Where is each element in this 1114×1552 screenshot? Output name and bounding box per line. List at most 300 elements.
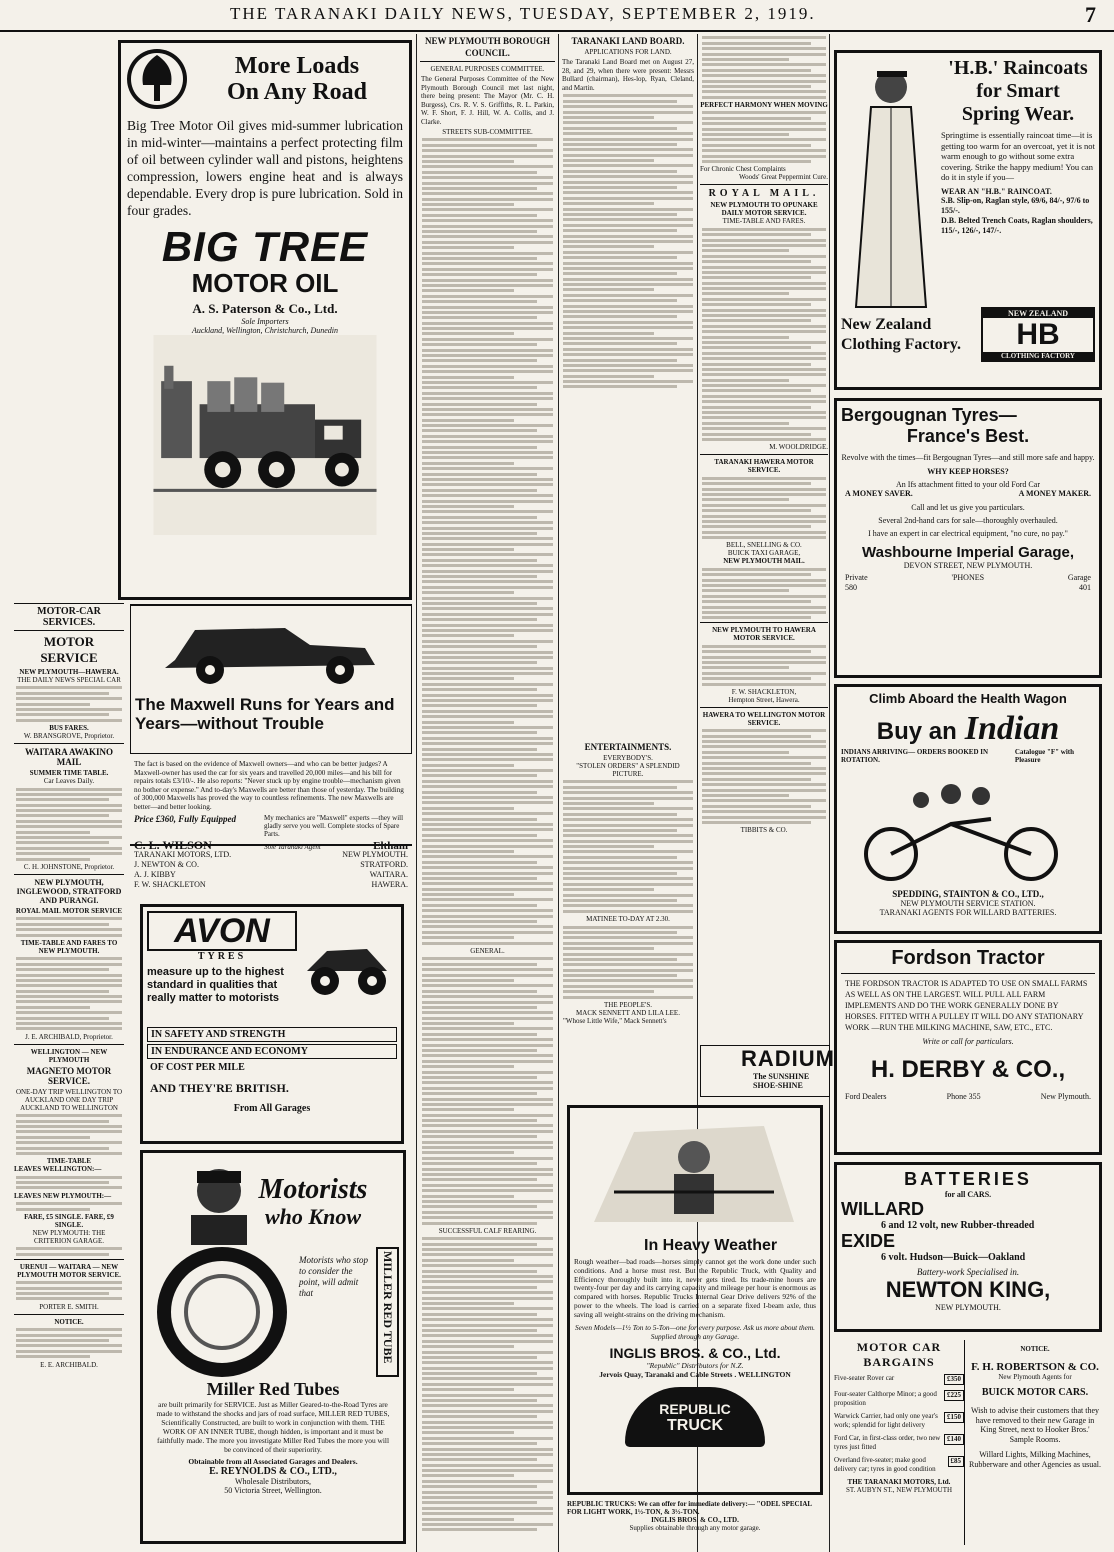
hb-price-2: D.B. Belted Trench Coats, Raglan shoulders, 115/-, 126/-, 147/-.: [941, 215, 1093, 235]
text-line: [702, 314, 826, 317]
text-line: [422, 1178, 537, 1181]
headline-more-loads: More Loads: [234, 53, 360, 79]
text-line: [702, 287, 826, 290]
text-line: [702, 493, 826, 496]
text-line: [422, 1307, 553, 1310]
text-line: [422, 845, 553, 848]
text-line: [563, 235, 693, 238]
text-line: [563, 251, 693, 254]
agent-kibby: A. J. KIBBY: [134, 870, 176, 879]
summer-timetable: SUMMER TIME TABLE.: [29, 769, 109, 778]
miller-side-note: Motorists who stop to consider the point, will admit that: [299, 1255, 369, 1298]
text-line: [422, 575, 537, 578]
text-line: [702, 228, 826, 231]
bargain-item: Warwick Carrier, had only one year's work; splendid for light delivery: [834, 1412, 938, 1429]
text-line: [422, 419, 514, 422]
text-line: [563, 197, 693, 200]
text-line: [563, 797, 693, 800]
text-line: [702, 772, 826, 775]
text-line: [422, 1501, 537, 1504]
text-line: [702, 438, 826, 441]
text-line: [422, 909, 553, 912]
nz-clothing-2: Clothing Factory.: [841, 335, 961, 353]
text-line: [422, 462, 514, 465]
text-line: [422, 1253, 553, 1256]
robertson-agents: New Plymouth Agents for: [998, 1373, 1072, 1381]
text-line: [422, 1146, 553, 1149]
text-line: [702, 379, 789, 382]
text-line: [422, 807, 514, 810]
text-line: [702, 422, 789, 425]
call-particulars: Call and let us give you particulars.: [911, 503, 1025, 512]
text-line: [422, 872, 553, 875]
text-line: [702, 411, 826, 414]
agent-town-np: NEW PLYMOUTH.: [342, 850, 408, 859]
text-line: [422, 413, 553, 416]
motor-car-bargains: [834, 1340, 965, 1545]
text-line: [422, 187, 537, 190]
peoples-heading: THE PEOPLE'S.: [604, 1001, 652, 1010]
text-line: [702, 149, 826, 152]
text-line: [563, 910, 693, 913]
text-line: [422, 332, 514, 335]
big-tree-brand: BIG TREE: [161, 223, 369, 270]
text-line: [702, 666, 789, 669]
phone-355: Phone 355: [946, 1092, 981, 1101]
notice-label: NOTICE.: [1020, 1345, 1050, 1353]
text-line: [702, 745, 826, 748]
text-line: [422, 624, 553, 627]
hb-headline-3: Spring Wear.: [961, 103, 1075, 125]
text-line: [422, 925, 553, 928]
text-line: [422, 1367, 553, 1370]
text-line: [563, 121, 693, 124]
text-line: [422, 483, 553, 486]
newton-king: NEWTON KING,: [885, 1277, 1051, 1302]
time-table-fares: TIME-TABLE AND FARES.: [722, 217, 806, 226]
text-line: [702, 477, 826, 480]
text-line: [422, 629, 553, 632]
text-line: [702, 616, 811, 619]
text-line: [422, 580, 553, 583]
chronic-chest: For Chronic Chest Complaints: [700, 165, 786, 174]
text-line: [422, 1291, 553, 1294]
money-maker: A MONEY MAKER.: [1018, 489, 1091, 498]
write-or-call: Write or call for particulars.: [922, 1037, 1014, 1046]
agent-name: A. S. Paterson & Co., Ltd.: [192, 301, 338, 316]
spedding-station: NEW PLYMOUTH SERVICE STATION.: [900, 899, 1036, 908]
text-line: [422, 839, 553, 842]
text-line: [422, 1523, 553, 1526]
agent-town-waitara: WAITARA.: [369, 870, 408, 879]
phone-garage: Garage: [1067, 573, 1091, 582]
devon-street: DEVON STREET, NEW PLYMOUTH.: [903, 561, 1033, 570]
text-line: [422, 1345, 514, 1348]
text-line: [563, 326, 693, 329]
text-line: [422, 1351, 553, 1354]
text-line: [563, 850, 693, 853]
text-line: [702, 69, 811, 72]
text-line: [702, 298, 826, 301]
land-board-intro: The Taranaki Land Board met on August 27, 28, and 29, when there were present: Messrs Bullard (chairman), Hes-lop, Ryan, Cleland, and Martin.: [562, 58, 694, 92]
text-line: [422, 564, 553, 567]
text-line: [563, 888, 654, 891]
text-line: [702, 789, 826, 792]
text-line: [422, 203, 514, 206]
text-line: [563, 807, 693, 810]
text-line: [563, 791, 693, 794]
text-line: [422, 1237, 553, 1240]
washbourne-garage: Washbourne Imperial Garage,: [862, 544, 1074, 561]
text-line: [422, 715, 553, 718]
republic-offer: REPUBLIC TRUCKS: We can offer for immediate delivery:— "ODEL SPECIAL FOR LIGHT WORK, 1½-TON, & 3½-TON.: [567, 1500, 812, 1516]
text-line: [702, 756, 826, 759]
taranaki-motors-list: [130, 850, 412, 890]
text-line: [422, 1195, 514, 1198]
text-line: [702, 504, 826, 507]
text-line: [563, 111, 693, 114]
text-line: [422, 1151, 514, 1154]
text-line: [422, 796, 553, 799]
tree-logo-icon: [125, 47, 189, 111]
text-line: [702, 303, 811, 306]
text-line: [422, 467, 553, 470]
text-line: [422, 354, 553, 357]
hb-headline-2: for Smart: [976, 80, 1060, 102]
climb-aboard: Climb Aboard the Health Wagon: [869, 691, 1067, 706]
text-line: [702, 249, 789, 252]
maxwell-agent: C. L. WILSON: [134, 837, 212, 852]
text-line: [422, 1017, 553, 1020]
text-line: [422, 252, 553, 255]
text-line: [563, 845, 654, 848]
text-line: [422, 866, 553, 869]
bergougnan-2: France's Best.: [906, 426, 1030, 446]
text-line: [422, 1507, 553, 1510]
proprietor-johnstone: C. H. JOHNSTONE, Proprietor.: [23, 862, 115, 871]
text-line: [702, 368, 826, 371]
miller-red-tubes-title: Miller Red Tubes: [206, 1379, 340, 1399]
column-4: [561, 34, 695, 414]
text-line: [422, 1480, 553, 1483]
text-line: [702, 645, 826, 648]
text-line: [422, 1098, 553, 1101]
text-line: [422, 537, 553, 540]
text-line: [422, 500, 553, 503]
text-line: [563, 861, 693, 864]
text-line: [422, 489, 537, 492]
text-line: [422, 532, 537, 535]
text-line: [563, 936, 693, 939]
text-line: [702, 406, 811, 409]
masthead-title: THE TARANAKI DAILY NEWS, TUESDAY, SEPTEMBER 2, 1919.: [230, 4, 816, 23]
bergougnan-body: Revolve with the times—fit Bergougnan Tyres—and still more safe and happy.: [841, 453, 1095, 462]
text-line: [422, 408, 553, 411]
text-line: [422, 1377, 553, 1380]
text-line: [422, 774, 537, 777]
hb-badge-main: HB: [1016, 318, 1060, 351]
text-line: [422, 138, 553, 141]
text-line: [702, 85, 811, 88]
text-line: [563, 164, 693, 167]
text-line: [422, 828, 553, 831]
text-line: [563, 348, 693, 351]
proprietor-wooldridge: M. WOOLDRIDGE.: [769, 443, 828, 452]
agent-shackleton: F. W. SHACKLETON: [134, 880, 206, 889]
text-line: [702, 373, 826, 376]
text-line: [422, 1474, 514, 1477]
text-line: [702, 677, 811, 680]
text-line: [702, 58, 789, 61]
text-line: [563, 224, 693, 227]
text-line: [702, 352, 826, 355]
np-inglewood-title: NEW PLYMOUTH, INGLEWOOD, STRATFORD AND PURANGI.: [16, 877, 122, 905]
bargain-row: [834, 1434, 964, 1451]
battery-work: Battery-work Specialised in.: [916, 1267, 1020, 1277]
bargains-title-1: MOTOR CAR: [856, 1340, 942, 1354]
text-line: [422, 268, 553, 271]
text-line: [422, 1491, 553, 1494]
big-tree-body: Big Tree Motor Oil gives mid-summer lubrication in mid-winter—maintains a perfect protecting film of oil between cylinder wall and pistons, heightens compression, lowers engine heat and is always dependable. Every drop is pure lubrication. Sold in four grades.: [127, 118, 403, 218]
text-line: [702, 568, 826, 571]
text-line: [422, 1437, 553, 1440]
text-line: [422, 726, 553, 729]
text-line: [422, 1162, 537, 1165]
text-line: [702, 325, 826, 328]
text-line: [422, 748, 537, 751]
text-line: [422, 1006, 537, 1009]
text-line: [702, 42, 811, 45]
tibbits-co: TIBBITS & CO.: [740, 826, 788, 835]
electrical-expert: I have an expert in car electrical equipment, "no cure, no pay.": [868, 529, 1068, 538]
text-line: [422, 295, 553, 298]
text-line: [702, 433, 811, 436]
text-line: [422, 456, 553, 459]
text-line: [702, 271, 826, 274]
text-line: [702, 767, 826, 770]
text-line: [702, 606, 826, 609]
second-hand-cars: Several 2nd-hand cars for sale—thoroughly overhauled.: [878, 516, 1058, 525]
text-line: [563, 208, 693, 211]
text-line: [422, 1114, 553, 1117]
text-line: [563, 834, 693, 837]
proprietor-archibald: J. E. ARCHIBALD, Proprietor.: [25, 1032, 113, 1041]
text-line: [422, 968, 553, 971]
bergougnan-ad: [834, 398, 1102, 678]
text-line: [702, 805, 811, 808]
fares-line: FARE, £5 SINGLE. FARE, £9 SINGLE.: [24, 1213, 114, 1230]
text-line: [422, 241, 553, 244]
text-line: [702, 74, 826, 77]
text-line: [702, 63, 826, 66]
text-line: [422, 893, 514, 896]
republic-notice: [567, 1500, 823, 1532]
text-line: [702, 600, 811, 603]
text-line: [563, 105, 693, 108]
text-line: [422, 1054, 553, 1057]
calf-rearing-heading: SUCCESSFUL CALF REARING.: [438, 1226, 537, 1235]
text-line: [422, 915, 553, 918]
text-line: [422, 694, 553, 697]
text-line: [422, 429, 537, 432]
text-line: [702, 515, 826, 518]
text-line: [702, 740, 826, 743]
text-line: [422, 1027, 553, 1030]
text-line: [422, 1329, 537, 1332]
text-line: [563, 94, 693, 97]
one-day-trip: ONE-DAY TRIP WELLINGTON TO AUCKLAND ONE DAY TRIP AUCKLAND TO WELLINGTON: [15, 1087, 123, 1112]
text-line: [563, 138, 693, 141]
text-line: [422, 742, 553, 745]
wellington-np-heading: WELLINGTON — NEW PLYMOUTH: [30, 1047, 108, 1064]
bargain-price: £85: [948, 1456, 965, 1467]
avon-safety: IN SAFETY AND STRENGTH: [147, 1027, 397, 1042]
text-line: [563, 127, 677, 130]
text-line: [422, 656, 553, 659]
text-line: [422, 1189, 553, 1192]
text-line: [563, 321, 693, 324]
robertson-body: Wish to advise their customers that they have removed to their new Garage in King Street, next to Hooker Bros.' Sample Rooms.: [970, 1406, 1100, 1444]
text-line: [422, 651, 553, 654]
text-line: [422, 527, 553, 530]
avon-logo: AVON: [147, 911, 297, 951]
text-line: [422, 284, 553, 287]
text-line: [702, 509, 811, 512]
text-line: [422, 279, 553, 282]
column-rule: [829, 34, 830, 1552]
text-line: [702, 799, 826, 802]
text-line: [563, 802, 654, 805]
streets-subcommittee: STREETS SUB-COMMITTEE.: [442, 128, 533, 136]
bargain-row: [834, 1412, 964, 1429]
text-line: [702, 239, 826, 242]
text-line: [702, 611, 826, 614]
text-line: [702, 488, 826, 491]
text-line: [422, 1410, 553, 1413]
text-line: [563, 359, 677, 362]
hb-price-1: S.B. Slip-on, Raglan style, 69/6, 84/-, 97/6 to 155/-.: [941, 195, 1090, 215]
text-line: [702, 395, 826, 398]
text-line: [422, 677, 514, 680]
derby-np: New Plymouth.: [1040, 1092, 1091, 1101]
np-mail: NEW PLYMOUTH MAIL.: [723, 557, 805, 566]
taranaki-motors-addr: ST. AUBYN ST., NEW PLYMOUTH: [845, 1486, 953, 1494]
hb-badge-bottom: CLOTHING FACTORY: [983, 352, 1093, 360]
text-line: [422, 1087, 553, 1090]
text-line: [422, 1528, 537, 1531]
text-line: [563, 240, 693, 243]
batteries-headline: BATTERIES: [904, 1169, 1032, 1189]
text-line: [422, 1205, 537, 1208]
text-line: [422, 1103, 553, 1106]
text-line: [563, 990, 654, 993]
agent-town-stratford: STRATFORD.: [360, 860, 408, 869]
big-tree-ad: [118, 40, 412, 600]
text-line: [422, 386, 537, 389]
waitara-awakino-mail: WAITARA AWAKINO MAIL: [24, 747, 114, 768]
text-line: [422, 1372, 537, 1375]
text-line: [422, 1049, 537, 1052]
text-line: [422, 834, 537, 837]
text-line: [702, 573, 811, 576]
text-line: [422, 721, 514, 724]
text-line: [422, 877, 537, 880]
driver-illustration-icon: [574, 1112, 814, 1232]
timetable-fares-np: TIME-TABLE AND FARES TO NEW PLYMOUTH.: [20, 938, 118, 955]
text-line: [422, 1453, 553, 1456]
text-line: [422, 1243, 537, 1246]
text-line: [422, 198, 553, 201]
avon-british: AND THEY'RE BRITISH.: [150, 1081, 289, 1095]
text-line: [702, 683, 826, 686]
text-line: [422, 1141, 553, 1144]
avon-endurance: IN ENDURANCE AND ECONOMY: [147, 1044, 397, 1059]
text-line: [563, 867, 693, 870]
text-line: [422, 1426, 553, 1429]
council-title-1: NEW PLYMOUTH BOROUGH: [424, 36, 550, 46]
text-line: [422, 990, 537, 993]
text-line: [563, 229, 677, 232]
text-line: [702, 47, 826, 50]
text-line: [422, 1334, 553, 1337]
text-line: [422, 403, 537, 406]
taranaki-motors-ltd: THE TARANAKI MOTORS, Ltd.: [847, 1478, 951, 1486]
text-line: [422, 451, 553, 454]
exide-desc: 6 volt. Hudson—Buick—Oakland: [881, 1252, 1026, 1263]
text-line: [422, 1168, 553, 1171]
inglis-address: Jervois Quay, Taranaki and Cable Streets . WELLINGTON: [599, 1369, 791, 1379]
text-line: [702, 244, 826, 247]
text-line: [563, 856, 677, 859]
avon-car-icon: [297, 911, 397, 1021]
ford-dealers: Ford Dealers: [845, 1092, 887, 1101]
text-line: [563, 380, 693, 383]
bargain-item: Four-seater Calthorpe Minor; a good proposition: [834, 1390, 937, 1407]
maxwell-agent-sub: Sole Taranaki Agent: [264, 842, 321, 851]
text-line: [563, 148, 693, 151]
text-line: [563, 375, 654, 378]
text-line: [422, 995, 553, 998]
motor-service-title: MOTOR SERVICE: [40, 634, 98, 665]
text-line: [702, 794, 789, 797]
headline-any-road: On Any Road: [226, 79, 368, 105]
phones-label: 'PHONES: [951, 573, 985, 582]
daily-news-car: THE DAILY NEWS SPECIAL CAR: [17, 676, 121, 684]
text-line: [702, 36, 826, 39]
maxwell-ad: [130, 604, 412, 754]
magneto-motor-service: MAGNETO MOTOR SERVICE.: [26, 1065, 112, 1086]
text-line: [702, 357, 826, 360]
text-line: [702, 363, 811, 366]
text-line: [563, 267, 693, 270]
text-line: [702, 90, 826, 93]
text-line: [702, 762, 811, 765]
text-line: [422, 149, 553, 152]
text-line: [422, 1458, 537, 1461]
text-line: [563, 191, 693, 194]
hb-raincoats-ad: [834, 50, 1102, 390]
money-saver: A MONEY SAVER.: [845, 489, 913, 498]
text-line: [422, 257, 537, 260]
text-line: [422, 920, 537, 923]
republic-logo-icon: [625, 1387, 765, 1447]
text-line: [422, 214, 537, 217]
leaves-wellington: LEAVES WELLINGTON:—: [14, 1165, 102, 1174]
text-line: [422, 1081, 553, 1084]
text-line: [422, 1469, 553, 1472]
bargain-row: [834, 1390, 964, 1407]
text-line: [422, 1211, 553, 1214]
